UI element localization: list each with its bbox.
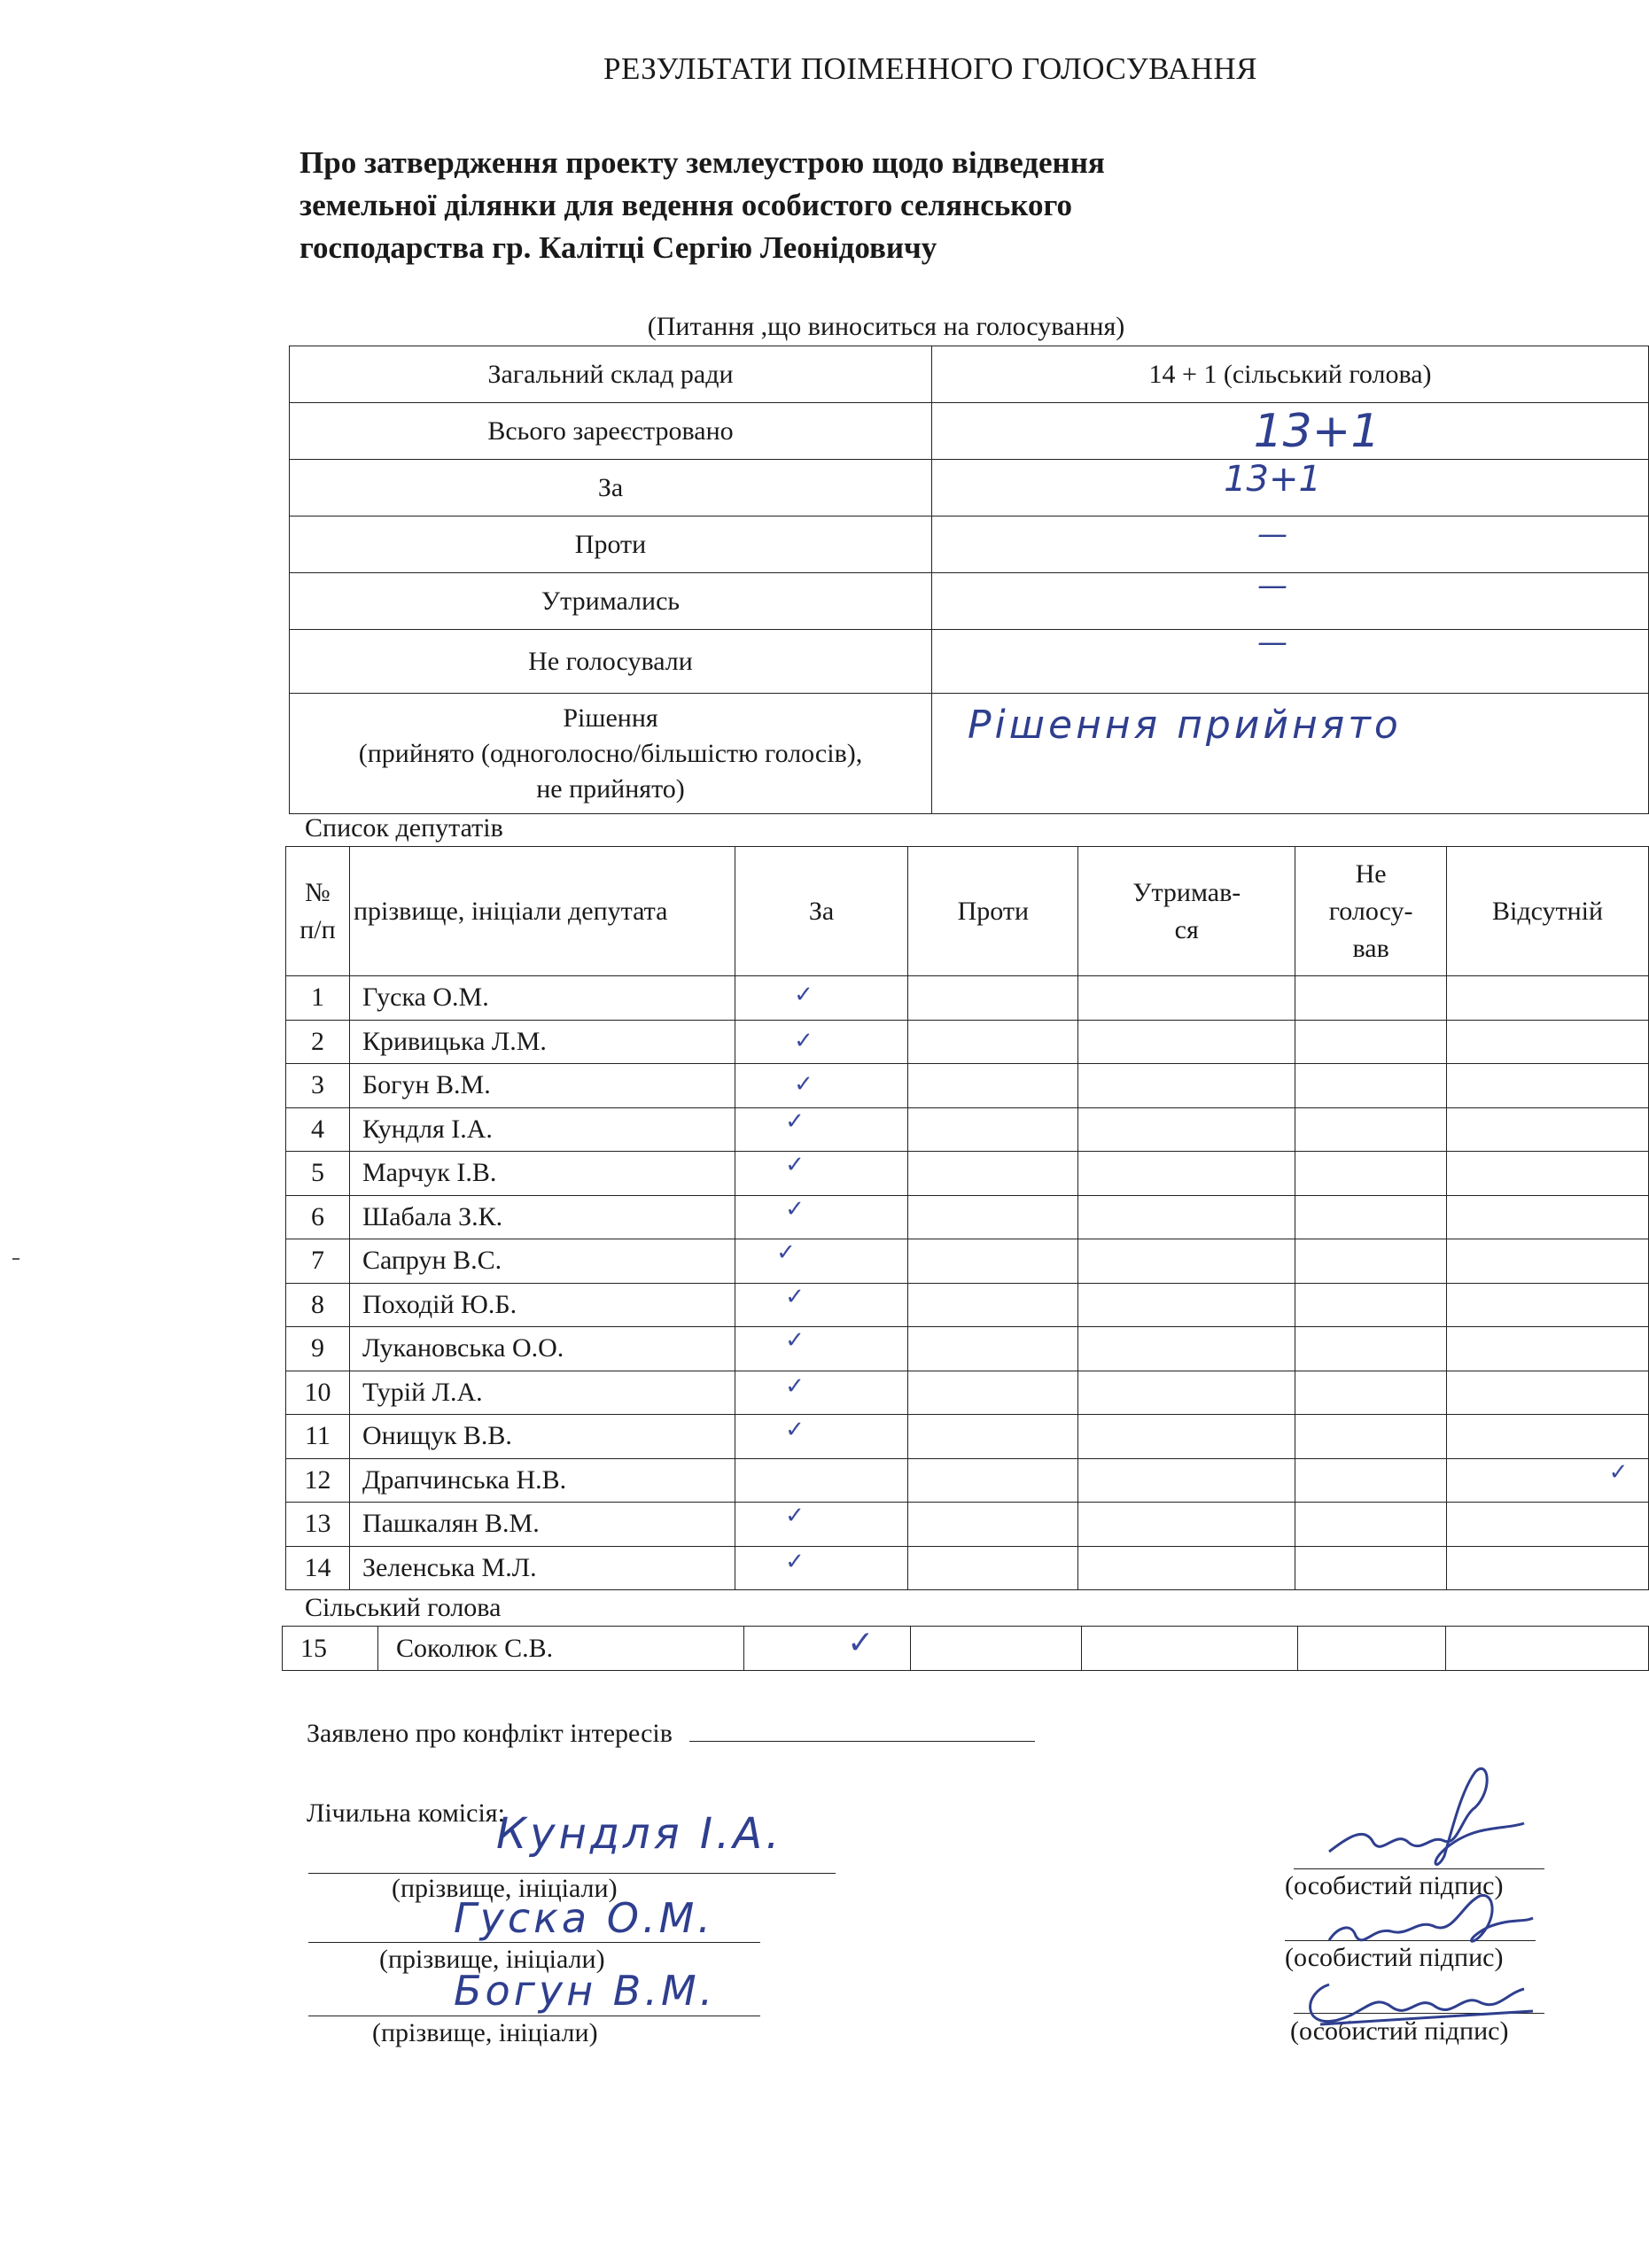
handwritten-value: — — [1257, 516, 1287, 552]
summary-row — [290, 630, 1649, 694]
summary-value — [932, 624, 1649, 694]
summary-label: Загальний склад ради — [290, 346, 932, 403]
vote-for — [735, 1283, 908, 1327]
summary-label: За — [290, 460, 932, 517]
vote-for — [735, 1415, 908, 1459]
table-row — [286, 1503, 1649, 1547]
vote-for — [735, 1195, 908, 1239]
table-row — [286, 1327, 1649, 1371]
vote-abstained — [1078, 1458, 1295, 1503]
deputies-table — [285, 846, 1649, 1590]
summary-label: Не голосували — [290, 630, 932, 694]
deputy-num: 7 — [286, 1239, 350, 1284]
vote-absent — [1447, 1458, 1649, 1503]
head-not-voted — [1298, 1627, 1446, 1671]
col-header-name: прізвище, ініціали депутата — [349, 847, 735, 976]
signature-caption: (особистий підпис) — [1290, 2016, 1509, 2046]
signature-2 — [1311, 1878, 1542, 1958]
vote-abstained — [1078, 1371, 1295, 1415]
deputy-name: Лукановська О.О. — [349, 1327, 735, 1371]
vote-against — [908, 1020, 1078, 1064]
head-table — [282, 1626, 1649, 1671]
vote-abstained — [1078, 1546, 1295, 1590]
table-row — [286, 1064, 1649, 1108]
vote-for — [735, 1503, 908, 1547]
deputy-num: 11 — [286, 1415, 350, 1459]
vote-absent — [1447, 1415, 1649, 1459]
vote-abstained — [1078, 1107, 1295, 1152]
summary-value — [932, 460, 1649, 517]
vote-for — [735, 1239, 908, 1284]
deputy-num: 1 — [286, 976, 350, 1021]
vote-for — [735, 1327, 908, 1371]
vote-against — [908, 1152, 1078, 1196]
summary-row — [290, 403, 1649, 460]
scan-mark — [12, 1258, 19, 1260]
handwritten-value: — — [1257, 624, 1287, 660]
vote-abstained — [1078, 1239, 1295, 1284]
name-caption: (прізвище, ініціали) — [372, 2018, 598, 2047]
col-header-against: Проти — [908, 847, 1078, 976]
col-header-absent: Відсутній — [1447, 847, 1649, 976]
deputy-num: 14 — [286, 1546, 350, 1590]
vote-against — [908, 1239, 1078, 1284]
table-row — [286, 1415, 1649, 1459]
head-for — [743, 1627, 910, 1671]
check-mark: ✓ — [794, 1027, 813, 1054]
head-absent — [1446, 1627, 1649, 1671]
vote-absent — [1447, 1503, 1649, 1547]
vote-absent — [1447, 1020, 1649, 1064]
col-header-line: голосу- — [1328, 896, 1413, 926]
commission-name-handwritten: Кундля І.А. — [496, 1809, 783, 1859]
vote-against — [908, 1415, 1078, 1459]
conflict-blank-line — [689, 1741, 1035, 1742]
check-mark: ✓ — [785, 1327, 805, 1355]
deputy-name: Походій Ю.Б. — [349, 1283, 735, 1327]
name-caption: (прізвище, ініціали) — [379, 1945, 605, 1974]
vote-for — [735, 1064, 908, 1108]
table-row — [286, 1195, 1649, 1239]
table-row — [286, 1546, 1649, 1590]
signature-caption: (особистий підпис) — [1285, 1943, 1504, 1972]
head-abstained — [1082, 1627, 1298, 1671]
deputy-name: Богун В.М. — [349, 1064, 735, 1108]
deputy-name: Кундля І.А. — [349, 1107, 735, 1152]
check-mark: ✓ — [785, 1503, 805, 1530]
table-row — [286, 1152, 1649, 1196]
check-mark: ✓ — [785, 1417, 805, 1444]
conflict-of-interest — [307, 1719, 1035, 1749]
vote-for — [735, 1107, 908, 1152]
vote-for — [735, 976, 908, 1021]
col-header-line: вав — [1352, 933, 1389, 963]
deputy-name: Марчук І.В. — [349, 1152, 735, 1196]
decision-value — [932, 694, 1649, 814]
table-row — [286, 1020, 1649, 1064]
vote-not-voted — [1295, 1107, 1447, 1152]
decision-label — [290, 694, 932, 814]
deputy-name: Турій Л.А. — [349, 1371, 735, 1415]
deputy-num: 12 — [286, 1458, 350, 1503]
deputy-name: Онищук В.В. — [349, 1415, 735, 1459]
col-header-not-voted — [1295, 847, 1447, 976]
deputy-name: Пашкалян В.М. — [349, 1503, 735, 1547]
vote-abstained — [1078, 976, 1295, 1021]
summary-row — [290, 573, 1649, 630]
col-header-num — [286, 847, 350, 976]
conflict-label: Заявлено про конфлікт інтересів — [307, 1719, 673, 1748]
check-mark: ✓ — [794, 1071, 813, 1099]
table-row — [286, 1458, 1649, 1503]
vote-against — [908, 1107, 1078, 1152]
table-row — [286, 1371, 1649, 1415]
check-mark: ✓ — [785, 1372, 805, 1400]
check-mark: ✓ — [785, 1107, 805, 1135]
deputies-body — [286, 976, 1649, 1590]
head-row — [283, 1627, 1649, 1671]
summary-value — [932, 567, 1649, 630]
summary-value — [932, 403, 1649, 460]
vote-absent — [1447, 1107, 1649, 1152]
vote-not-voted — [1295, 976, 1447, 1021]
summary-value — [932, 517, 1649, 573]
col-header-line: п/п — [299, 914, 336, 944]
vote-against — [908, 1371, 1078, 1415]
check-mark: ✓ — [785, 1152, 805, 1179]
vote-abstained — [1078, 1152, 1295, 1196]
check-mark: ✓ — [794, 982, 813, 1009]
deputy-num: 6 — [286, 1195, 350, 1239]
summary-label: Утримались — [290, 573, 932, 630]
vote-absent — [1447, 1152, 1649, 1196]
vote-abstained — [1078, 1064, 1295, 1108]
vote-not-voted — [1295, 1283, 1447, 1327]
vote-abstained — [1078, 1020, 1295, 1064]
decision-label-line: Рішення — [563, 703, 658, 733]
table-row — [286, 976, 1649, 1021]
col-header-line: Утримав- — [1132, 877, 1241, 907]
subject-line-2: земельної ділянки для ведення особистого селянського — [299, 188, 1073, 222]
col-header-for: За — [735, 847, 908, 976]
summary-row — [290, 517, 1649, 573]
head-section-title: Сільський голова — [305, 1593, 502, 1622]
check-mark: ✓ — [847, 1625, 875, 1661]
deputy-name: Зеленська М.Л. — [349, 1546, 735, 1590]
deputy-name: Кривицька Л.М. — [349, 1020, 735, 1064]
deputy-name: Драпчинська Н.В. — [349, 1458, 735, 1503]
check-mark: ✓ — [785, 1195, 805, 1223]
vote-subject — [299, 142, 1363, 269]
vote-absent — [1447, 1327, 1649, 1371]
commission-name-line — [308, 1942, 760, 1943]
deputy-num: 5 — [286, 1152, 350, 1196]
deputy-name: Шабала З.К. — [349, 1195, 735, 1239]
vote-against — [908, 1503, 1078, 1547]
subject-line-3: господарства гр. Калітці Сергію Леонідовичу — [299, 230, 937, 265]
question-caption: (Питання ,що виноситься на голосування) — [647, 312, 1125, 341]
head-against — [910, 1627, 1082, 1671]
summary-label: Проти — [290, 517, 932, 573]
deputy-name: Гуска О.М. — [349, 976, 735, 1021]
vote-abstained — [1078, 1283, 1295, 1327]
head-name: Соколюк С.В. — [377, 1627, 743, 1671]
handwritten-value: 13+1 — [1253, 404, 1381, 458]
deputies-header-row — [286, 847, 1649, 976]
signature-caption: (особистий підпис) — [1285, 1871, 1504, 1900]
col-header-line: № — [305, 877, 331, 907]
vote-for — [735, 1020, 908, 1064]
deputy-num: 8 — [286, 1283, 350, 1327]
vote-against — [908, 976, 1078, 1021]
deputy-num: 9 — [286, 1327, 350, 1371]
vote-not-voted — [1295, 1152, 1447, 1196]
vote-for — [735, 1458, 908, 1503]
table-row — [286, 1283, 1649, 1327]
vote-absent — [1447, 1239, 1649, 1284]
vote-abstained — [1078, 1415, 1295, 1459]
summary-table — [289, 346, 1649, 814]
vote-not-voted — [1295, 1371, 1447, 1415]
handwritten-value: 13+1 — [1224, 458, 1321, 500]
vote-not-voted — [1295, 1458, 1447, 1503]
vote-for — [735, 1546, 908, 1590]
deputy-name: Сапрун В.С. — [349, 1239, 735, 1284]
col-header-abstained — [1078, 847, 1295, 976]
signature-1 — [1311, 1754, 1542, 1878]
vote-not-voted — [1295, 1020, 1447, 1064]
vote-not-voted — [1295, 1327, 1447, 1371]
deputy-num: 13 — [286, 1503, 350, 1547]
vote-not-voted — [1295, 1503, 1447, 1547]
vote-absent — [1447, 1195, 1649, 1239]
table-row — [286, 1239, 1649, 1284]
vote-abstained — [1078, 1327, 1295, 1371]
vote-abstained — [1078, 1503, 1295, 1547]
col-header-line: ся — [1174, 914, 1199, 944]
deputy-num: 3 — [286, 1064, 350, 1108]
summary-value: 14 + 1 (сільський голова) — [932, 346, 1649, 403]
document-heading: РЕЗУЛЬТАТИ ПОІМЕННОГО ГОЛОСУВАННЯ — [603, 51, 1257, 86]
vote-against — [908, 1195, 1078, 1239]
deputy-num: 2 — [286, 1020, 350, 1064]
vote-absent — [1447, 1371, 1649, 1415]
vote-not-voted — [1295, 1546, 1447, 1590]
check-mark: ✓ — [776, 1239, 796, 1267]
deputies-section-title: Список депутатів — [305, 813, 503, 843]
subject-line-1: Про затвердження проекту землеустрою щодо відведення — [299, 145, 1105, 180]
col-header-line: Не — [1355, 858, 1387, 889]
head-num: 15 — [283, 1627, 378, 1671]
deputy-num: 10 — [286, 1371, 350, 1415]
summary-label: Всього зареєстровано — [290, 403, 932, 460]
commission-name-handwritten: Богун В.М. — [454, 1967, 717, 2015]
vote-absent — [1447, 1064, 1649, 1108]
check-mark: ✓ — [1608, 1458, 1629, 1486]
deputy-num: 4 — [286, 1107, 350, 1152]
handwritten-value: — — [1257, 567, 1287, 603]
summary-row — [290, 460, 1649, 517]
vote-for — [735, 1371, 908, 1415]
commission-label: Лічильна комісія: — [307, 1798, 505, 1828]
decision-label-line: не прийнято) — [536, 773, 685, 804]
vote-absent — [1447, 1283, 1649, 1327]
signature-3 — [1294, 1958, 1542, 2038]
vote-against — [908, 1283, 1078, 1327]
summary-row — [290, 346, 1649, 403]
vote-against — [908, 1064, 1078, 1108]
check-mark: ✓ — [785, 1548, 805, 1575]
vote-absent — [1447, 1546, 1649, 1590]
handwritten-decision: Рішення прийнято — [968, 703, 1402, 748]
vote-against — [908, 1327, 1078, 1371]
commission-name-handwritten: Гуска О.М. — [454, 1894, 714, 1942]
decision-row — [290, 694, 1649, 814]
vote-not-voted — [1295, 1415, 1447, 1459]
check-mark: ✓ — [785, 1283, 805, 1310]
vote-for — [735, 1152, 908, 1196]
table-row — [286, 1107, 1649, 1152]
vote-not-voted — [1295, 1064, 1447, 1108]
vote-not-voted — [1295, 1239, 1447, 1284]
vote-abstained — [1078, 1195, 1295, 1239]
vote-against — [908, 1458, 1078, 1503]
vote-absent — [1447, 976, 1649, 1021]
name-caption: (прізвище, ініціали) — [392, 1874, 618, 1903]
vote-against — [908, 1546, 1078, 1590]
decision-label-line: (прийнято (одноголосно/більшістю голосів), — [358, 738, 863, 768]
vote-not-voted — [1295, 1195, 1447, 1239]
